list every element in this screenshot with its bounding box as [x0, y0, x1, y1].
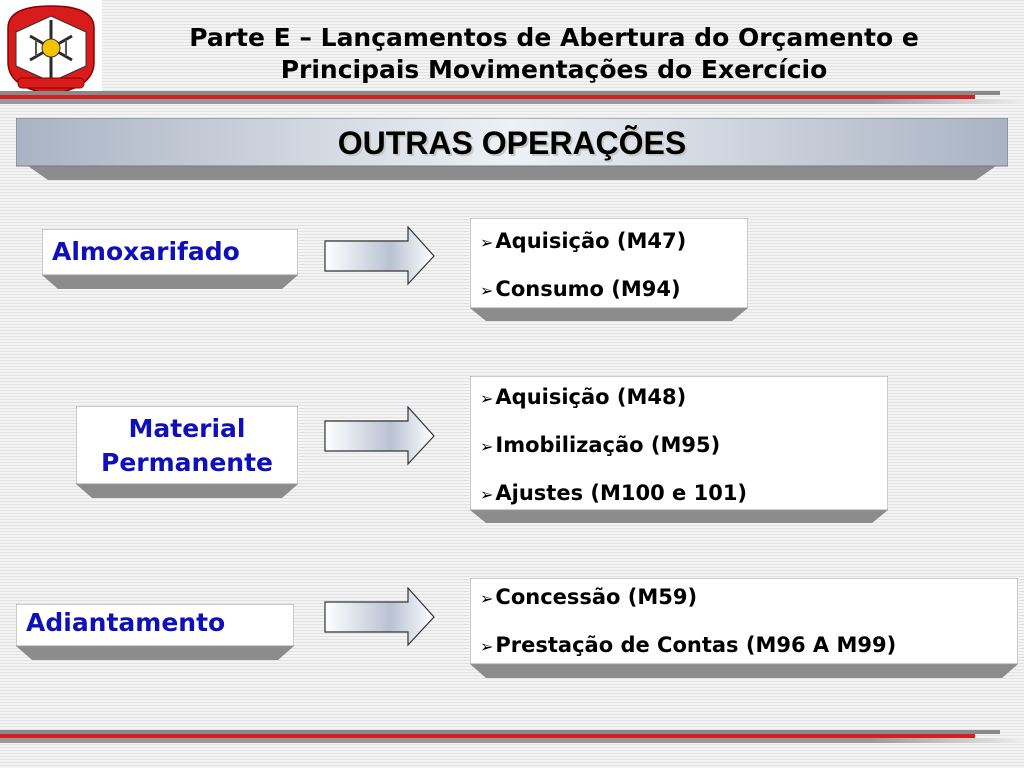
- detail-box-adiantamento: [470, 578, 1018, 680]
- category-label: Adiantamento: [26, 608, 226, 637]
- emblem-logo: [0, 0, 102, 98]
- header-divider: [0, 91, 1024, 105]
- arrowhead-bullet-icon: ➢: [480, 637, 494, 656]
- arrowhead-bullet-icon: ➢: [480, 233, 494, 252]
- arrowhead-bullet-icon: ➢: [480, 437, 494, 456]
- detail-list: [480, 374, 747, 518]
- list-item-text: Imobilização (M95): [495, 433, 721, 457]
- detail-list: [480, 574, 896, 670]
- list-item: [480, 622, 896, 670]
- list-item-text: Aquisição (M47): [495, 229, 687, 253]
- page-title-line1: Parte E – Lançamentos de Abertura do Orçamento e: [189, 23, 919, 52]
- category-box-material-permanente: [76, 406, 298, 500]
- list-item-text: Ajustes (M100 e 101): [495, 481, 748, 505]
- footer-divider: [0, 730, 1024, 744]
- list-item: [480, 218, 686, 266]
- detail-list: [480, 218, 686, 314]
- arrowhead-bullet-icon: ➢: [480, 281, 494, 300]
- list-item: [480, 266, 686, 314]
- list-item: [480, 574, 896, 622]
- arrowhead-bullet-icon: ➢: [480, 389, 494, 408]
- detail-box-almoxarifado: [470, 218, 748, 322]
- page-title: [110, 22, 998, 86]
- section-banner: [16, 118, 1008, 182]
- category-box-almoxarifado: [42, 229, 298, 291]
- list-item: [480, 374, 747, 422]
- right-arrow-icon: [324, 406, 436, 466]
- list-item: [480, 470, 747, 518]
- list-item-text: Consumo (M94): [495, 277, 681, 301]
- category-label: Almoxarifado: [52, 237, 240, 266]
- page-title-line2: Principais Movimentações do Exercício: [280, 55, 828, 84]
- list-item-text: Concessão (M59): [495, 585, 698, 609]
- arrowhead-bullet-icon: ➢: [480, 589, 494, 608]
- section-title: OUTRAS OPERAÇÕES: [337, 125, 687, 161]
- category-label-line1: Material: [128, 414, 246, 443]
- detail-box-material-permanente: [470, 376, 888, 524]
- category-box-adiantamento: [16, 604, 294, 662]
- right-arrow-icon: [324, 587, 436, 647]
- list-item: [480, 422, 747, 470]
- list-item-text: Prestação de Contas (M96 A M99): [495, 633, 897, 657]
- arrowhead-bullet-icon: ➢: [480, 485, 494, 504]
- right-arrow-icon: [324, 226, 436, 286]
- category-label-line2: Permanente: [101, 448, 273, 477]
- list-item-text: Aquisição (M48): [495, 385, 687, 409]
